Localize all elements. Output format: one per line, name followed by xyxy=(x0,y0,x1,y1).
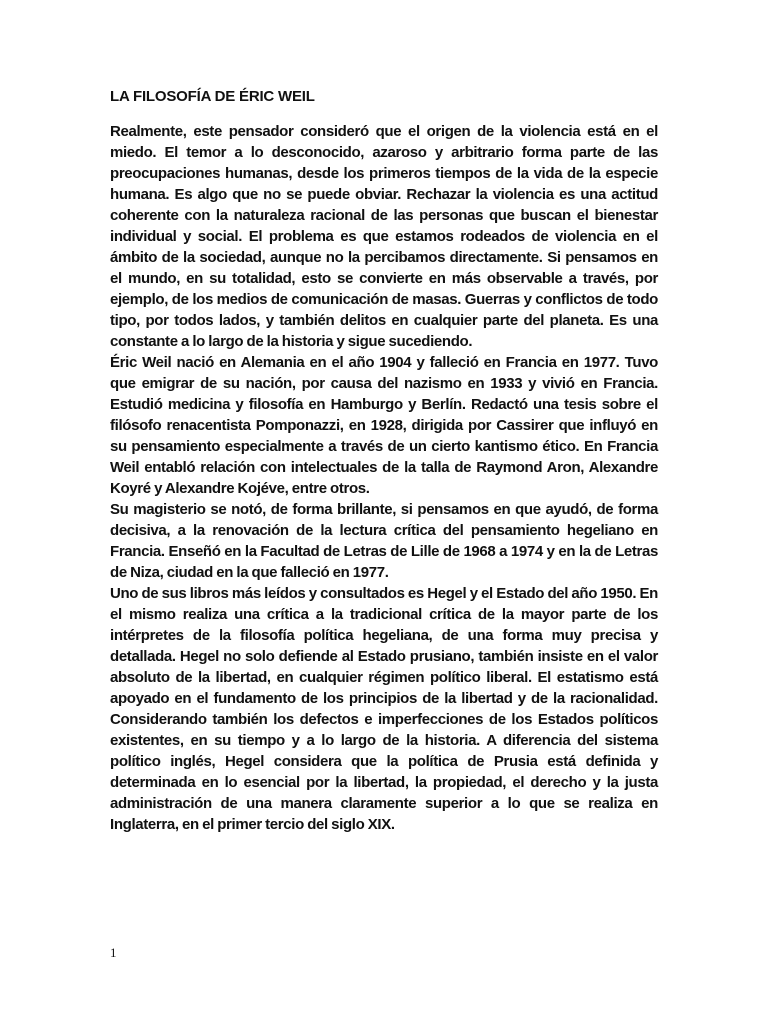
paragraph-violence-origin: Realmente, este pensador consideró que el origen de la violencia está en el miedo. El temor a lo desconocido, azaroso y arbitrario forma parte de las preocupaciones humanas, desde los primeros tiempos de la vida de la especie humana. Es algo que no se puede obviar. Rechazar la violencia es una actitud coherente con la naturaleza racional de las personas que buscan el bienestar individual y social. El problema es que estamos rodeados de violencia en el ámbito de la sociedad, aunque no la percibamos directamente. Si pensamos en el mundo, en su totalidad, esto se convierte en más observable a través, por ejemplo, de los medios de comunicación de masas. Guerras y conflictos de todo tipo, por todos lados, y también delitos en cualquier parte del planeta. Es una constante a lo largo de la historia y sigue sucediendo. xyxy=(110,123,658,350)
document-title: LA FILOSOFÍA DE ÉRIC WEIL xyxy=(110,88,315,105)
page-number: 1 xyxy=(110,945,117,960)
page-content xyxy=(110,86,658,835)
paragraph-teaching: Su magisterio se notó, de forma brillante, si pensamos en que ayudó, de forma decisiva, a la renovación de la lectura crítica del pensamiento hegeliano en Francia. Enseñó en la Facultad de Letras de Lille de 1968 a 1974 y en la de Letras de Niza, ciudad en la que falleció en 1977. xyxy=(110,501,658,581)
paragraph-biography: Éric Weil nació en Alemania en el año 1904 y falleció en Francia en 1977. Tuvo que emigrar de su nación, por causa del nazismo en 1933 y vivió en Francia. Estudió medicina y filosofía en Hamburgo y Berlín. Redactó una tesis sobre el filósofo renacentista Pomponazzi, en 1928, dirigida por Cassirer que influyó en su pensamiento especialmente a través de un cierto kantismo ético. En Francia Weil entabló relación con intelectuales de la talla de Raymond Aron, Alexandre Koyré y Alexandre Kojéve, entre otros. xyxy=(110,354,658,497)
paragraph-hegel-state: Uno de sus libros más leídos y consultados es Hegel y el Estado del año 1950. En el mismo realiza una crítica a la tradicional crítica de la mayor parte de los intérpretes de la filosofía política hegeliana, de una forma muy precisa y detallada. Hegel no solo defiende al Estado prusiano, también insiste en el valor absoluto de la libertad, en cualquier régimen político liberal. El estatismo está apoyado en el fundamento de los principios de la libertad y de la racionalidad. Considerando también los defectos e imperfecciones de los Estados políticos existentes, en su tiempo y a lo largo de la historia. A diferencia del sistema político inglés, Hegel considera que la política de Prusia está definida y determinada en lo esencial por la libertad, la propiedad, el derecho y la justa administración de una manera claramente superior a lo que se realiza en Inglaterra, en el primer tercio del siglo XIX. xyxy=(110,585,658,833)
